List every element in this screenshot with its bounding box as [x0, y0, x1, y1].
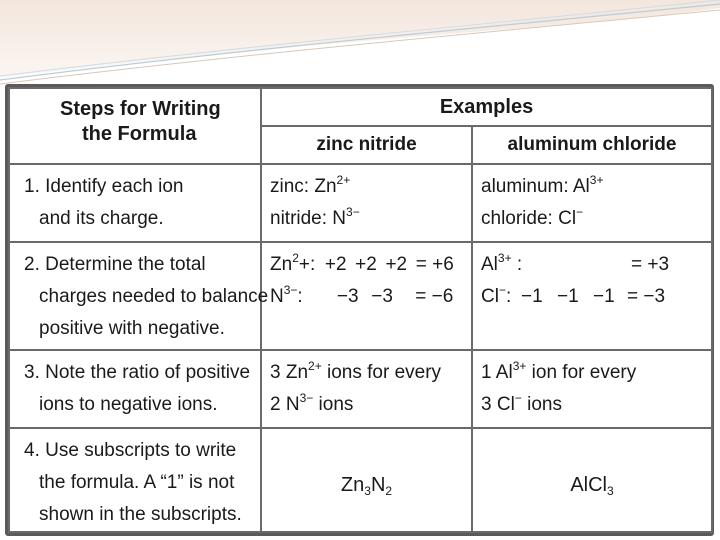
zinc-nitride-formula: $Zn_3N_2$ — [261, 428, 472, 532]
step-4: 4. Use subscripts to write the formula. A “1” is not shown in the subscripts. — [9, 428, 261, 532]
steps-header-line2: the Formula — [82, 123, 197, 145]
step-2: 2. Determine the total charges needed to balance positive with negative. — [9, 242, 261, 350]
examples-header: Examples — [261, 88, 712, 126]
aluminum-ions: aluminum: $Al^{3+}$ chloride: Cl− — [472, 164, 712, 242]
table-row — [9, 164, 712, 242]
decorative-swoosh — [0, 0, 720, 90]
table-row — [9, 242, 712, 350]
aluminum-chloride-formula: AlCl$_3$ — [472, 428, 712, 532]
formula-table — [5, 84, 714, 536]
step-3: 3. Note the ratio of positive ions to negative ions. — [9, 350, 261, 428]
steps-header-line1: Steps for Writing — [60, 98, 221, 120]
step-1: 1. Identify each ion and its charge. — [9, 164, 261, 242]
zinc-nitride-header: zinc nitride — [261, 126, 472, 164]
table-row — [9, 428, 712, 532]
zinc-ions: zinc: $Zn^{2+}$ nitride: $N^{3-}$ — [261, 164, 472, 242]
aluminum-charges: $Al^{3+}$ : = +3 Cl−: −1 −1 −1 = −3 — [472, 242, 712, 350]
steps-header — [9, 88, 261, 164]
table-row — [9, 350, 712, 428]
aluminum-ratio: 1 $Al^{3+}$ ion for every 3 Cl− ions — [472, 350, 712, 428]
zinc-ratio: 3 $Zn^{2+}$ ions for every 2 $N^{3-}$ ions — [261, 350, 472, 428]
zinc-charges: $Zn^2+$: +2 +2 +2 = +6 $N^{3-}$: −3 −3 = −6 — [261, 242, 472, 350]
aluminum-chloride-header: aluminum chloride — [472, 126, 712, 164]
